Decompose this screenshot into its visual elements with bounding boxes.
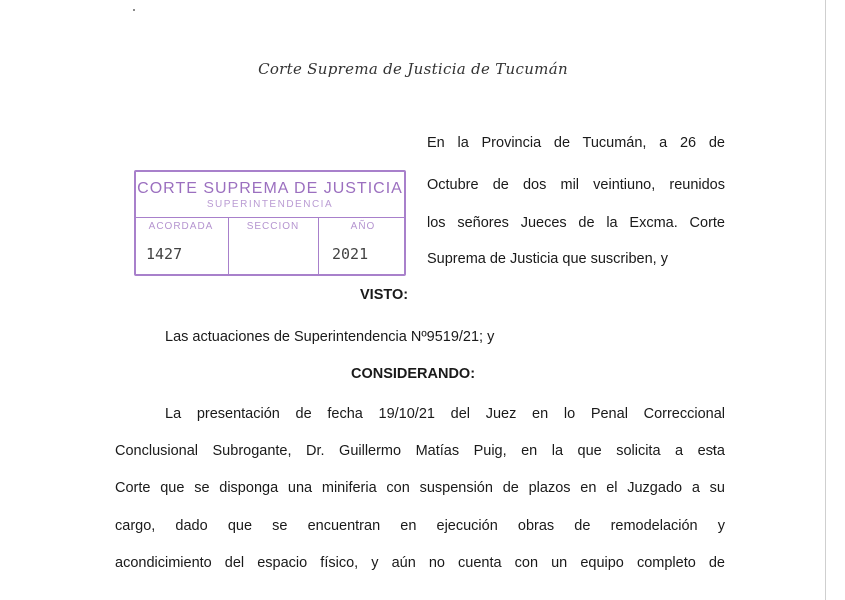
intro-line: En la Provincia de Tucumán, a 26 de xyxy=(427,135,725,151)
body-line: La presentación de fecha 19/10/21 del Juez en lo Penal Correccional xyxy=(165,406,725,422)
body-line: acondicimiento del espacio físico, y aún no cuenta con un equipo completo de xyxy=(115,555,725,571)
stamp-column-label: AÑO xyxy=(350,221,376,232)
stamp-title: CORTE SUPREMA DE JUSTICIA xyxy=(137,180,403,197)
body-line: Corte que se disponga una miniferia con suspensión de plazos en el Juzgado a su xyxy=(115,480,725,496)
stamp-divider xyxy=(136,217,404,218)
intro-line: Suprema de Justicia que suscriben, y xyxy=(427,251,668,267)
stamp-acordada-number: 1427 xyxy=(146,245,183,263)
acordada-stamp xyxy=(134,170,406,276)
stamp-column-label: SECCION xyxy=(246,221,300,232)
court-header: Corte Suprema de Justicia de Tucumán xyxy=(258,60,568,78)
visto-text: Las actuaciones de Superintendencia Nº9519/21; y xyxy=(165,329,495,345)
stamp-column-label: ACORDADA xyxy=(148,221,214,232)
scan-speck xyxy=(133,9,135,11)
stamp-year: 2021 xyxy=(332,245,369,263)
considerando-heading: CONSIDERANDO: xyxy=(350,366,476,382)
intro-line: los señores Jueces de la Excma. Corte xyxy=(427,215,725,231)
body-line: cargo, dado que se encuentran en ejecución obras de remodelación y xyxy=(115,518,725,534)
intro-line: Octubre de dos mil veintiuno, reunidos xyxy=(427,177,725,193)
body-line: Conclusional Subrogante, Dr. Guillermo Matías Puig, en la que solicita a esta xyxy=(115,443,725,459)
stamp-subtitle: SUPERINTENDENCIA xyxy=(206,199,334,210)
visto-heading: VISTO: xyxy=(360,287,409,303)
